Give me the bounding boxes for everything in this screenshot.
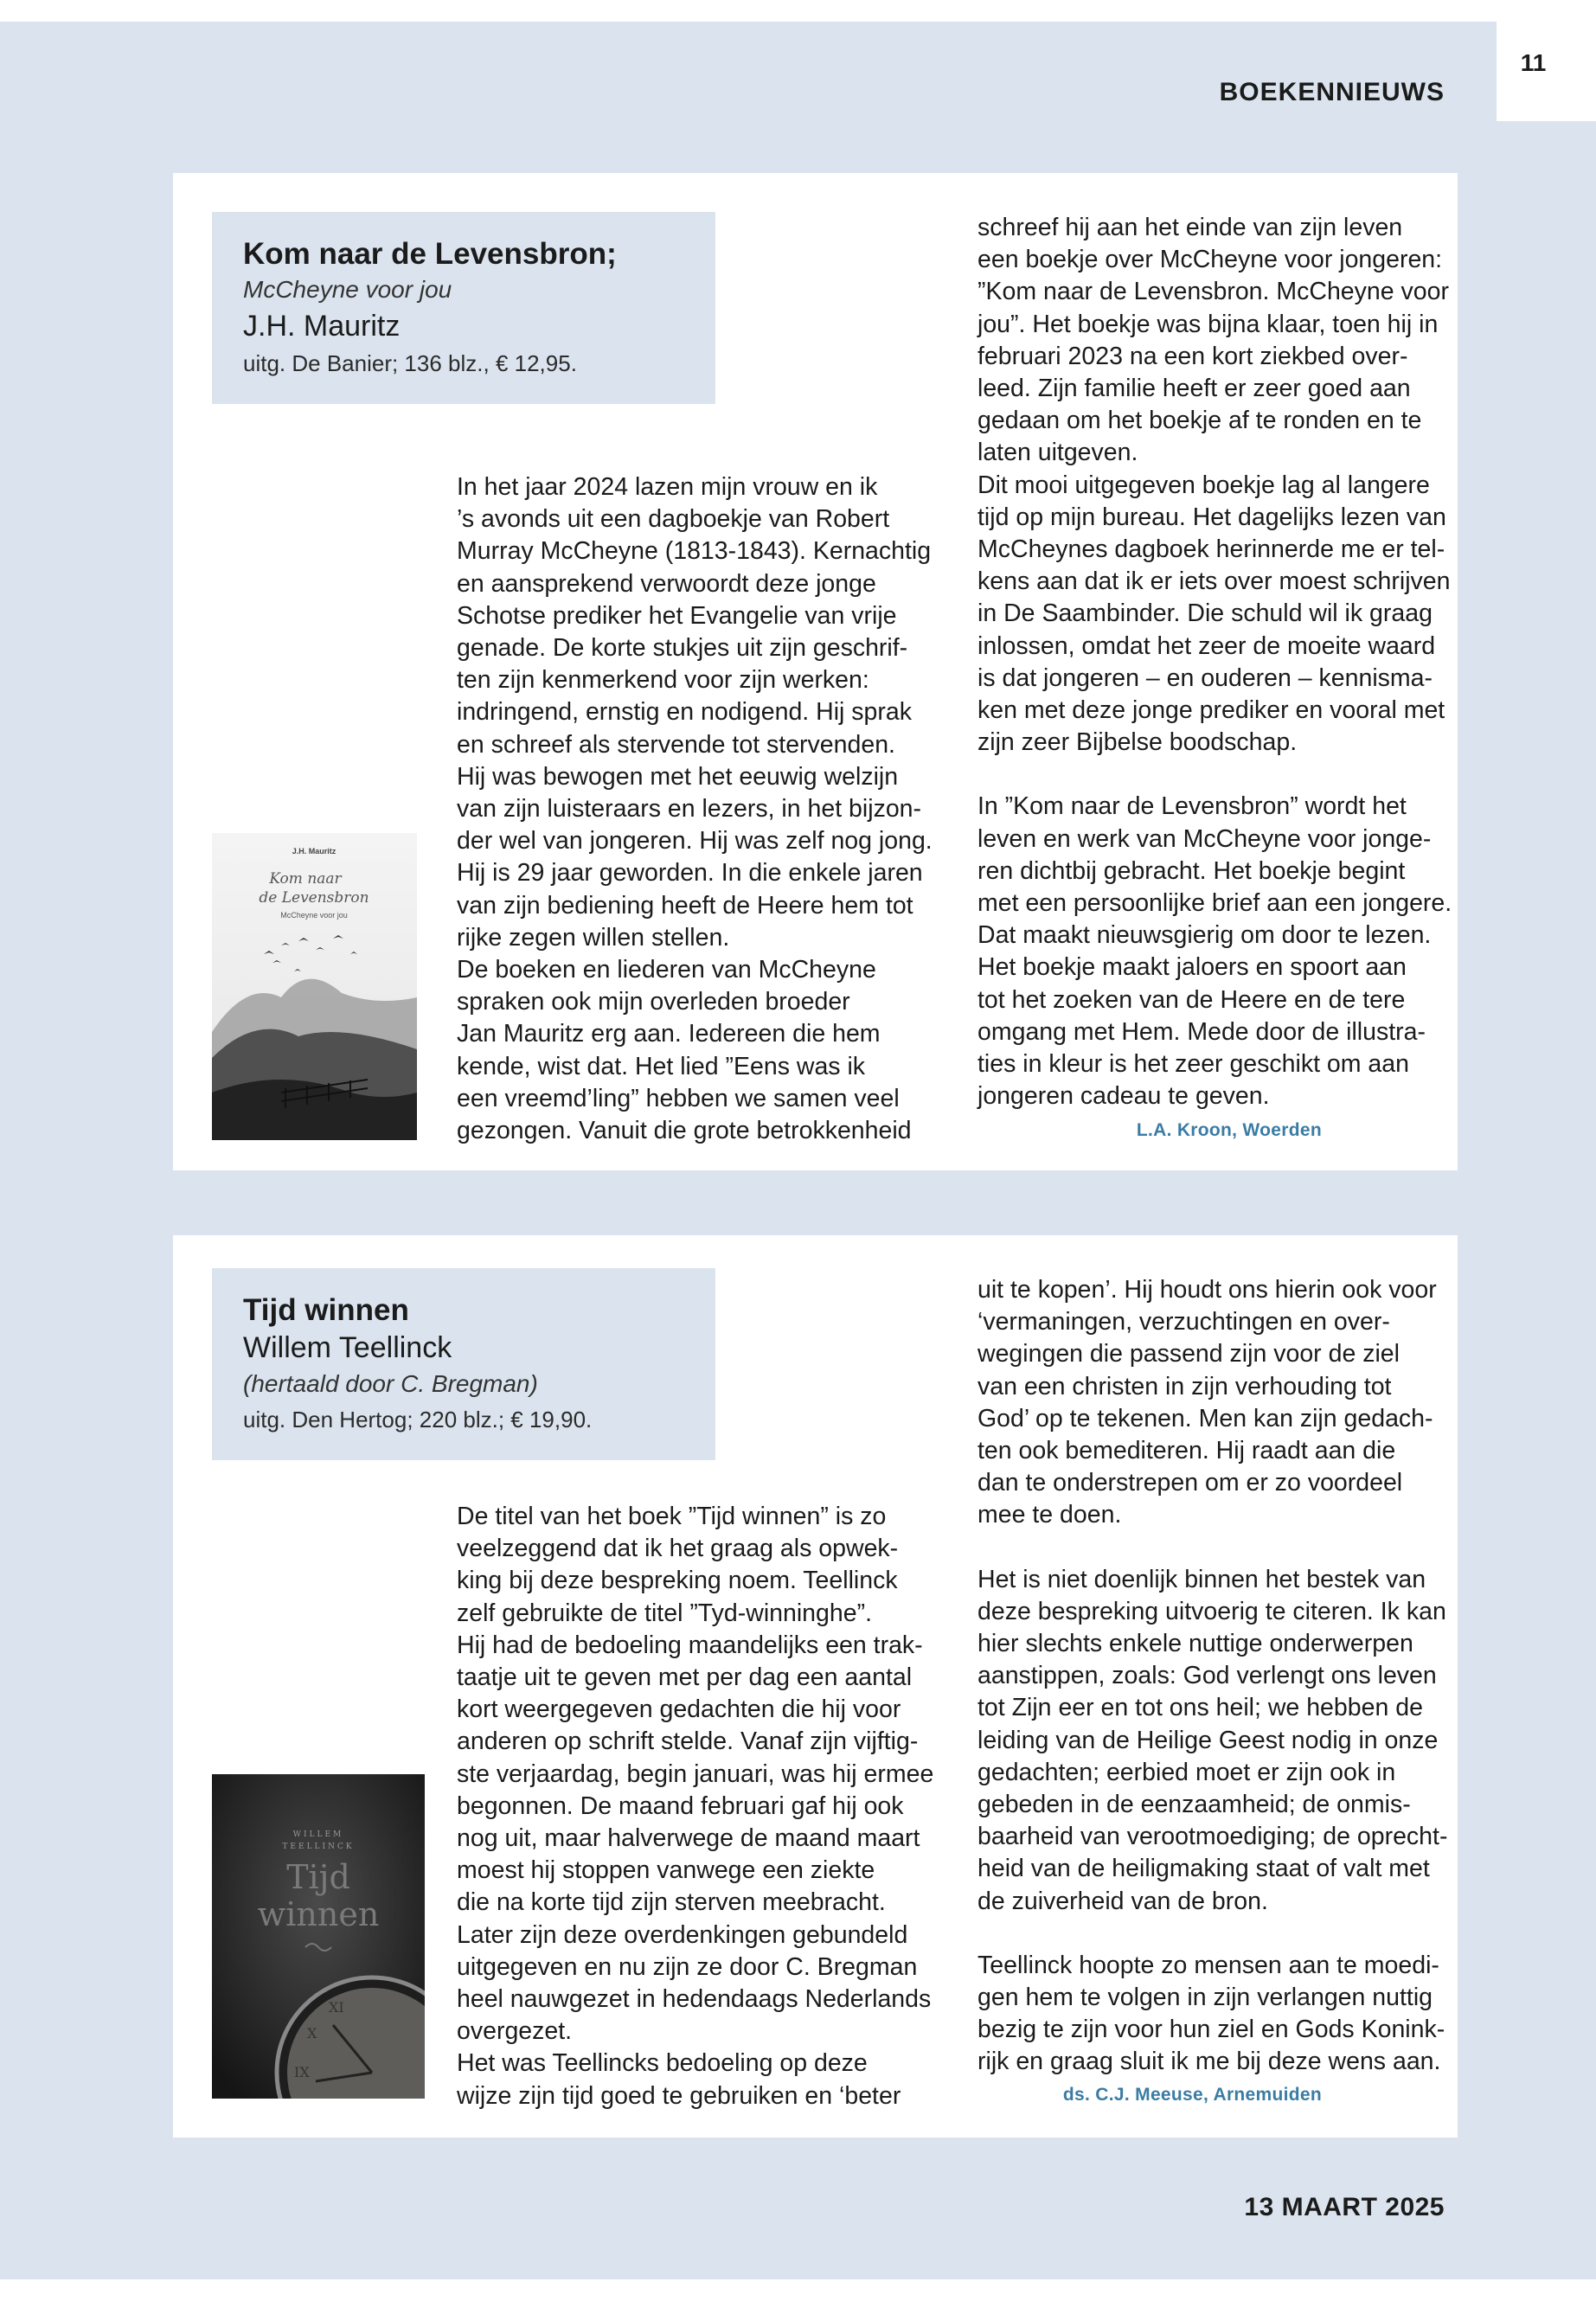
book-subtitle: McCheyne voor jou xyxy=(243,276,452,303)
svg-text:IX: IX xyxy=(294,2064,310,2080)
svg-text:XI: XI xyxy=(329,1999,344,2016)
paragraph: De titel van het boek ”Tijd winnen” is zo veelzeggend dat ik het graag als opwek- king bij deze bespreking noem. Teellinck zelf gebruikte de titel ”Tyd-winninghe”. Hij had de bedoeling maandelijks een trak- taatje uit te geven met per dag een aantal kort weergegeven gedachten die hij voor anderen op schrift stelde. Vanaf zijn vijftig- ste verjaardag, begin januari, was hij ermee begonnen. De maand februari gaf hij ook nog uit, maar halverwege de maand maart moest hij stoppen vanwege een ziekte die na korte tijd zijn sterven meebracht. Later zijn deze overdenkingen gebundeld uitgegeven en nu zijn ze door C. Bregman heel nauwgezet in hedendaags Nederlands overgezet. Het was Teellincks bedoeling op deze wijze zijn tijd goed te gebruiken en ‘beter xyxy=(457,1503,934,2110)
cover-title-line1: Tijd xyxy=(286,1858,350,1896)
cover-author-line2: TEELLINCK xyxy=(282,1843,355,1851)
cover-illustration xyxy=(212,833,417,1140)
book-subtitle: (hertaald door C. Bregman) xyxy=(243,1370,538,1397)
review-text-right-column xyxy=(977,212,1462,1112)
book-info-box xyxy=(212,212,715,404)
review-card-2 xyxy=(173,1235,1458,2138)
paragraph: Teellinck hoopte zo mensen aan te moedi- gen hem te volgen in zijn verlangen nuttig bezig te zijn voor hun ziel en Gods Konink- rijk en graag sluit ik me bij deze wens aan. xyxy=(977,1951,1445,2076)
paragraph: In het jaar 2024 lazen mijn vrouw en ik ’s avonds uit een dagboekje van Robert Murray McCheyne (1813-1843). Kernachtig en aansprekend verwoordt deze jonge Schotse prediker het Evangelie van vrije genade. De korte stukjes uit zijn geschrif- ten zijn kenmerkend voor zijn werken: indringend, ernstig en nodigend. Hij sprak en schreef als stervende tot stervenden. Hij was bewogen met het eeuwig welzijn van zijn luisteraars en lezers, in het bijzon- der wel van jongeren. Hij was zelf nog jong. Hij is 29 jaar geworden. In die enkele jaren van zijn bediening heeft de Heere hem tot rijke zegen willen stellen. De boeken en liederen van McCheyne spraken ook mijn overleden broeder Jan Mauritz erg aan. Iedereen die hem kende, wist dat. Het lied ”Eens was ik een vreemd’ling” hebben we samen veel gezongen. Vanuit die grote betrokkenheid xyxy=(457,473,933,1145)
cover-subtitle: McCheyne voor jou xyxy=(280,911,348,920)
section-title: BOEKENNIEUWS xyxy=(1219,78,1445,106)
book-cover-image xyxy=(212,833,417,1140)
cover-title-line2: de Levensbron xyxy=(259,889,369,907)
review-text-left-column xyxy=(457,1501,950,2112)
book-author: Willem Teellinck xyxy=(243,1331,452,1364)
review-signature: ds. C.J. Meeuse, Arnemuiden xyxy=(1062,2085,1322,2105)
paragraph: Het is niet doenlijk binnen het bestek van deze bespreking uitvoerig te citeren. Ik kan hier slechts enkele nuttige onderwerpen aanstippen, zoals: God verlengt ons leven tot Zijn eer en tot ons heil; we hebben de leiding van de Heilige Geest nodig in onze gedachten; eerbied moet er zijn ook in gebeden in de eenzaamheid; de onmis- baarheid van verootmoediging; de oprecht- heid van de heiligmaking staat of valt met de zuiverheid van de bron. xyxy=(977,1565,1448,1915)
cover-title-line1: Kom naar xyxy=(269,870,342,888)
book-info-box xyxy=(212,1268,715,1460)
review-text-right-column xyxy=(977,1274,1462,2079)
paragraph: In ”Kom naar de Levensbron” wordt het leven en werk van McCheyne voor jonge- ren dichtbij gebracht. Het boekje begint met een persoonlijke brief aan een jongere. Dat maakt nieuwsgierig om door te lezen. Het boekje maakt jaloers en spoort aan tot het zoeken van de Heere en de tere omgang met Hem. Mede door de illustra- ties in kleur is het zeer geschikt om aan jongeren cadeau te geven. xyxy=(977,792,1452,1111)
book-cover-image xyxy=(212,1774,425,2099)
book-author: J.H. Mauritz xyxy=(243,310,401,343)
page-number: 11 xyxy=(1497,22,1596,121)
cover-title-line2: winnen xyxy=(257,1895,380,1933)
review-text-left-column xyxy=(457,471,950,1147)
book-publisher: uitg. Den Hertog; 220 blz.; € 19,90. xyxy=(243,1407,593,1433)
cover-author-line1: WILLEM xyxy=(292,1830,344,1839)
book-publisher: uitg. De Banier; 136 blz., € 12,95. xyxy=(243,350,577,376)
review-card-1 xyxy=(173,173,1458,1170)
cover-author: J.H. Mauritz xyxy=(292,847,337,856)
svg-text:X: X xyxy=(307,2025,317,2041)
book-title: Kom naar de Levensbron; xyxy=(243,237,617,271)
cover-illustration xyxy=(212,1774,425,2099)
paragraph: schreef hij aan het einde van zijn leven een boekje over McCheyne voor jongeren: ”Kom naar de Levensbron. McCheyne voor jou”. Het boekje was bijna klaar, toen hij in februari 2023 na een kort ziekbed over- leed. Zijn familie heeft er zeer goed aan gedaan om het boekje af te ronden en te laten uitgeven. Dit mooi uitgegeven boekje lag al langere tijd op mijn bureau. Het dagelijks lezen van McCheynes dagboek herinnerde me er tel- kens aan dat ik er iets over moest schrijven in De Saambinder. Die schuld wil ik graag inlossen, omdat het zeer de moeite waard is dat jongeren – en ouderen – kennisma- ken met deze jonge prediker en vooral met zijn zeer Bijbelse boodschap. xyxy=(977,214,1451,757)
book-title: Tijd winnen xyxy=(243,1293,409,1327)
review-signature: L.A. Kroon, Woerden xyxy=(1136,1120,1322,1140)
paragraph: uit te kopen’. Hij houdt ons hierin ook voor ‘vermaningen, verzuchtingen en over- wegingen die passend zijn voor de ziel van een christen in zijn verhouding tot God’ op te tekenen. Men kan zijn gedach- ten ook bemediteren. Hij raadt aan die dan te onderstrepen om er zo voordeel mee te doen. xyxy=(977,1276,1437,1529)
footer-date: 13 MAART 2025 xyxy=(1244,2193,1445,2221)
